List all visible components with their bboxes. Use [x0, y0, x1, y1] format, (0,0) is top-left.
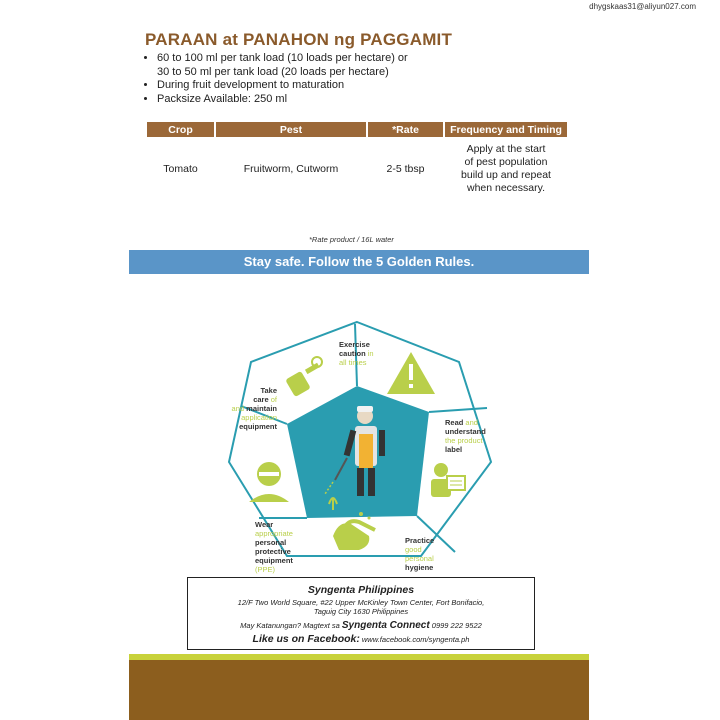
- usage-bullets: [145, 52, 408, 106]
- col-pest: Pest: [216, 122, 366, 137]
- rule-read-label: Read and understand the product label: [445, 418, 486, 454]
- rule-wear-ppe: Wear appropriate personal protective equipment (PPE): [255, 520, 293, 574]
- hotline: May Katanungan? Magtext sa Syngenta Connect 0999 222 9522: [240, 620, 482, 631]
- brown-footer: [129, 660, 589, 720]
- rule-exercise-caution: Exercise caution in all times: [339, 340, 374, 367]
- col-timing: Frequency and Timing: [445, 122, 567, 137]
- ppe-mask-icon: [249, 462, 289, 502]
- bullet-item: • Packsize Available: 250 ml: [157, 93, 408, 107]
- bullet-item: • 60 to 100 ml per tank load (10 loads per hectare) or: [157, 52, 408, 66]
- golden-rules-diagram: [129, 274, 589, 584]
- rule-maintain-equipment: Take care of and maintain application equipment: [231, 386, 277, 431]
- col-crop: Crop: [147, 122, 214, 137]
- timing-line: of pest population: [464, 156, 548, 168]
- cell-timing: [445, 137, 567, 196]
- contact-box: [187, 577, 535, 650]
- read-label-icon: [431, 463, 465, 497]
- col-rate: *Rate: [368, 122, 443, 137]
- bullet-item: 30 to 50 ml per tank load (20 loads per hectare): [157, 65, 389, 78]
- facebook-link[interactable]: www.facebook.com/syngenta.ph: [361, 635, 470, 644]
- warning-icon: [387, 352, 435, 394]
- cell-rate: 2-5 tbsp: [386, 162, 425, 175]
- cell-pest: Fruitworm, Cutworm: [243, 162, 339, 175]
- bullet-item: • During fruit development to maturation: [157, 79, 408, 93]
- rate-table: [145, 122, 569, 196]
- facebook-line: Like us on Facebook: www.facebook.com/syngenta.ph: [252, 633, 470, 645]
- usage-title: PARAAN at PANAHON ng PAGGAMIT: [145, 30, 453, 49]
- timing-line: build up and repeat: [461, 169, 551, 181]
- table-row: [147, 137, 567, 196]
- sprayer-icon: [285, 357, 322, 397]
- rule-personal-hygiene: Practice good personal hygiene: [405, 536, 435, 572]
- cell-crop: Tomato: [163, 162, 198, 175]
- hand-washing-icon: [333, 512, 375, 550]
- pentagon-graphic: [129, 274, 589, 584]
- company-address: 12/F Two World Square, #22 Upper McKinley Town Center, Fort Bonifacio, Taguig City 1630 Philippines: [237, 598, 485, 616]
- company-name: Syngenta Philippines: [307, 584, 415, 596]
- email-address: dhygskaas31@aliyun027.com: [589, 2, 696, 11]
- timing-line: when necessary.: [466, 182, 545, 194]
- golden-rules-banner: Stay safe. Follow the 5 Golden Rules.: [129, 250, 589, 274]
- rate-note: *Rate product / 16L water: [309, 235, 394, 244]
- product-sheet: [129, 22, 589, 720]
- timing-line: Apply at the start: [466, 143, 546, 155]
